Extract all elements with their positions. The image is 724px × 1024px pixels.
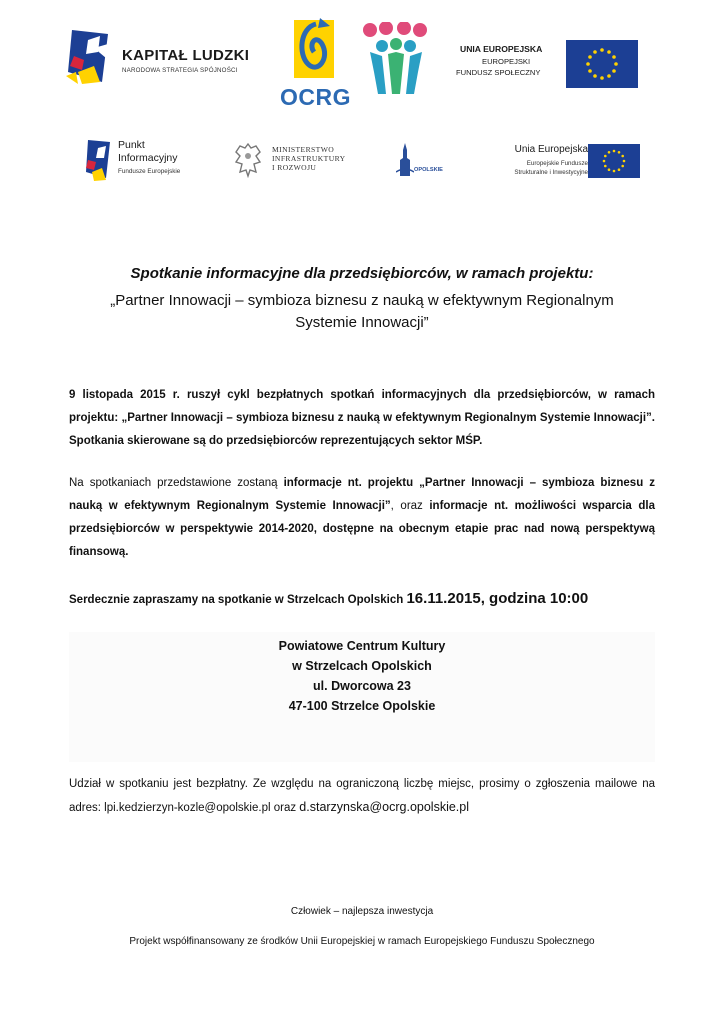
topics-text-1: Na spotkaniach przedstawione zostaną xyxy=(69,477,284,489)
eu-flag-icon xyxy=(566,40,638,88)
project-name-line2: Systemie Innowacji” xyxy=(295,314,429,331)
punkt-line1: Punkt xyxy=(118,139,145,151)
venue-postal: 47-100 Strzelce Opolskie xyxy=(288,699,436,713)
venue-box xyxy=(69,632,655,762)
kapital-ludzki-title: KAPITAŁ LUDZKI xyxy=(122,47,250,64)
footer-slogan: Człowiek – najlepsza inwestycja xyxy=(290,906,434,917)
ocrg-emblem-icon xyxy=(286,14,342,80)
participation-and: oraz xyxy=(270,802,300,814)
kapital-ludzki-logo xyxy=(64,26,274,90)
email-link-2[interactable]: d.starzynska@ocrg.opolskie.pl xyxy=(299,800,470,814)
punkt-informacyjny-logo xyxy=(84,136,214,184)
kapital-ludzki-subtitle: NARODOWA STRATEGIA SPÓJNOŚCI xyxy=(122,67,238,74)
footer-funding: Projekt współfinansowany ze środków Unii Europejskiej w ramach Europejskiego Funduszu Społecznego xyxy=(129,936,595,947)
opolskie-label: OPOLSKIE xyxy=(414,167,443,173)
ue-fundusze-line2: Strukturalne i Inwestycyjne xyxy=(514,169,588,176)
topics-paragraph xyxy=(69,472,655,564)
email-link-1[interactable]: lpi.kedzierzyn-kozle@opolskie.pl xyxy=(104,802,271,814)
venue-city: w Strzelcach Opolskich xyxy=(292,659,432,673)
eu-flag-small-icon xyxy=(588,144,640,178)
ue-efs-line2: EUROPEJSKI xyxy=(482,57,531,66)
ministerstwo-line1: MINISTERSTWO xyxy=(272,145,335,154)
participation-paragraph xyxy=(69,773,655,820)
punkt-line3: Fundusze Europejskie xyxy=(118,168,181,175)
ue-efs-line3: FUNDUSZ SPOŁECZNY xyxy=(456,68,541,77)
opolskie-logo xyxy=(390,142,456,182)
intro-paragraph xyxy=(69,384,655,453)
ue-fundusze-line1: Europejskie Fundusze xyxy=(526,160,588,167)
topics-bold-1: informacje nt. projektu „Partner Innowacji – symbioza biznesu z nauką w efektywnym Regionalnym Systemie Innowacji” xyxy=(69,477,655,512)
invitation-text: Serdecznie zapraszamy na spotkanie w Strzelcach Opolskich xyxy=(69,594,407,606)
ministerstwo-logo xyxy=(234,142,364,182)
venue-street: ul. Dworcowa 23 xyxy=(313,679,411,693)
ue-fundusze-logo xyxy=(484,142,588,182)
polish-eagle-icon xyxy=(234,142,262,178)
ocrg-label: OCRG xyxy=(280,84,351,110)
ministerstwo-line2: INFRASTRUKTURY xyxy=(272,154,346,163)
topics-bold-2: informacje nt. możliwości wsparcia dla przedsiębiorców w perspektywie 2014-2020, dostępne na obecnym etapie prac nad nową perspektywą finansową. xyxy=(69,500,655,558)
intro-paragraph-text: 9 listopada 2015 r. ruszył cykl bezpłatnych spotkań informacyjnych dla przedsiębiorców, w ramach projektu: „Partner Innowacji – symbioza biznesu z nauką w efektywnym Regionalnym Systemie Innowacji”. Spotkania skierowane są do przedsiębiorców reprezentujących sektor MŚP. xyxy=(69,389,655,447)
ue-efs-line1: UNIA EUROPEJSKA xyxy=(460,44,543,54)
topics-text-2: , oraz xyxy=(390,500,430,512)
invitation-line xyxy=(69,587,669,612)
punkt-emblem-icon xyxy=(84,138,112,182)
meeting-datetime: 16.11.2015, godzina 10:00 xyxy=(406,590,589,607)
ue-fundusze-title: Unia Europejska xyxy=(514,144,588,155)
document-title: Spotkanie informacyjne dla przedsiębiorców, w ramach projektu: xyxy=(130,265,594,282)
ministerstwo-line3: I ROZWOJU xyxy=(272,163,317,172)
opolskie-tower-icon xyxy=(396,142,414,178)
kapital-ludzki-emblem-icon xyxy=(64,26,116,86)
project-name-line1: „Partner Innowacji – symbioza biznesu z nauką w efektywnym Regionalnym xyxy=(110,292,614,309)
participation-text: Udział w spotkaniu jest bezpłatny. Ze względu na ograniczoną liczbę miejsc, prosimy o zgłoszenia mailowe na adres: xyxy=(69,778,655,814)
people-partnership-logo-icon xyxy=(360,22,432,96)
ocrg-logo xyxy=(276,14,352,110)
venue-name: Powiatowe Centrum Kultury xyxy=(278,639,446,653)
punkt-line2: Informacyjny xyxy=(118,152,178,164)
